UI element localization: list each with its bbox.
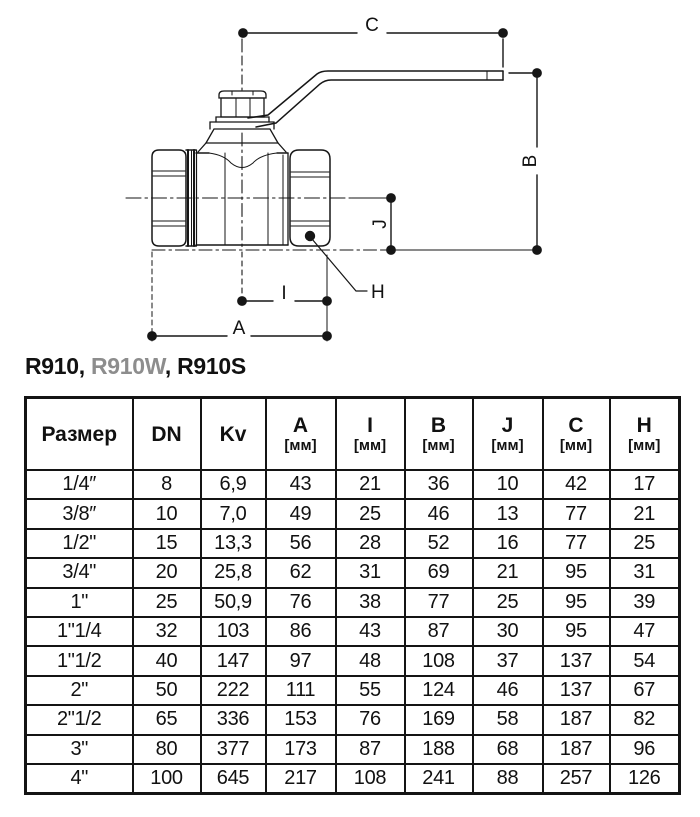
table-cell: 30 <box>473 617 543 646</box>
table-cell: 58 <box>473 705 543 734</box>
table-row <box>26 588 680 617</box>
table-row <box>26 676 680 705</box>
table-cell: 31 <box>336 558 405 587</box>
table-cell: 47 <box>610 617 680 646</box>
table-row <box>26 470 680 499</box>
table-cell: 50 <box>133 676 201 705</box>
table-header-row <box>26 398 680 471</box>
table-cell: 67 <box>610 676 680 705</box>
table-cell: 1/2" <box>26 529 133 558</box>
dimensions-table <box>24 396 681 795</box>
table-cell: 147 <box>201 646 266 675</box>
col-header-A: A [мм] <box>266 398 336 471</box>
dimension-b <box>509 69 541 254</box>
table-cell: 3/8″ <box>26 499 133 528</box>
callout-h <box>306 232 385 304</box>
table-cell: 111 <box>266 676 336 705</box>
col-header-C: C [мм] <box>543 398 610 471</box>
collar-ribs <box>186 150 197 246</box>
table-cell: 17 <box>610 470 680 499</box>
table-cell: 38 <box>336 588 405 617</box>
table-cell: 15 <box>133 529 201 558</box>
dimension-c <box>239 15 507 67</box>
table-cell: 336 <box>201 705 266 734</box>
table-cell: 8 <box>133 470 201 499</box>
table-cell: 124 <box>405 676 473 705</box>
table-cell: 69 <box>405 558 473 587</box>
table-cell: 97 <box>266 646 336 675</box>
model-title-part1: R910, <box>25 353 91 379</box>
table-cell: 48 <box>336 646 405 675</box>
dimension-i <box>238 283 331 305</box>
table-cell: 87 <box>336 735 405 764</box>
table-cell: 77 <box>543 499 610 528</box>
table-cell: 21 <box>610 499 680 528</box>
table-cell: 2"1/2 <box>26 705 133 734</box>
dimension-a <box>148 252 331 341</box>
stem-cap <box>219 91 266 98</box>
table-cell: 187 <box>543 735 610 764</box>
table-cell: 137 <box>543 646 610 675</box>
col-header-DN: DN <box>133 398 201 471</box>
table-cell: 77 <box>543 529 610 558</box>
table-cell: 645 <box>201 764 266 794</box>
table-cell: 103 <box>201 617 266 646</box>
table-cell: 28 <box>336 529 405 558</box>
table-cell: 169 <box>405 705 473 734</box>
table-cell: 2" <box>26 676 133 705</box>
dim-label-a: A <box>232 318 246 339</box>
model-title <box>25 353 246 380</box>
col-header-J: J [мм] <box>473 398 543 471</box>
table-row <box>26 617 680 646</box>
dim-label-b: B <box>520 154 541 168</box>
col-header-I: I [мм] <box>336 398 405 471</box>
stem-nut <box>221 98 264 117</box>
table-body <box>26 470 680 794</box>
table-cell: 222 <box>201 676 266 705</box>
table-cell: 56 <box>266 529 336 558</box>
table-cell: 82 <box>610 705 680 734</box>
col-header-H: H [мм] <box>610 398 680 471</box>
table-cell: 54 <box>610 646 680 675</box>
table-cell: 65 <box>133 705 201 734</box>
table-row <box>26 529 680 558</box>
table-cell: 217 <box>266 764 336 794</box>
dim-label-h: H <box>371 282 385 303</box>
table-cell: 36 <box>405 470 473 499</box>
table-cell: 16 <box>473 529 543 558</box>
table-cell: 6,9 <box>201 470 266 499</box>
table-cell: 13 <box>473 499 543 528</box>
table-cell: 257 <box>543 764 610 794</box>
dim-label-i: I <box>281 283 287 304</box>
table-cell: 95 <box>543 588 610 617</box>
table-cell: 173 <box>266 735 336 764</box>
table-cell: 1" <box>26 588 133 617</box>
table-cell: 77 <box>405 588 473 617</box>
table-cell: 25 <box>133 588 201 617</box>
table-cell: 50,9 <box>201 588 266 617</box>
table-cell: 4" <box>26 764 133 794</box>
table-cell: 96 <box>610 735 680 764</box>
table-cell: 377 <box>201 735 266 764</box>
dimension-j <box>370 194 395 254</box>
table-cell: 10 <box>133 499 201 528</box>
table-cell: 126 <box>610 764 680 794</box>
table-cell: 241 <box>405 764 473 794</box>
table-cell: 137 <box>543 676 610 705</box>
table-cell: 100 <box>133 764 201 794</box>
table-row <box>26 764 680 794</box>
table-cell: 20 <box>133 558 201 587</box>
table-cell: 68 <box>473 735 543 764</box>
table-cell: 46 <box>473 676 543 705</box>
table-cell: 108 <box>336 764 405 794</box>
table-cell: 25,8 <box>201 558 266 587</box>
table-cell: 3/4" <box>26 558 133 587</box>
valve-stem <box>198 91 286 152</box>
table-cell: 40 <box>133 646 201 675</box>
table-row <box>26 646 680 675</box>
table-row <box>26 735 680 764</box>
table-cell: 13,3 <box>201 529 266 558</box>
table-cell: 80 <box>133 735 201 764</box>
table-cell: 55 <box>336 676 405 705</box>
col-header-B: B [мм] <box>405 398 473 471</box>
table-cell: 42 <box>543 470 610 499</box>
valve-body <box>152 71 503 246</box>
dim-label-c: C <box>365 15 379 36</box>
table-cell: 108 <box>405 646 473 675</box>
table-cell: 49 <box>266 499 336 528</box>
table-cell: 3" <box>26 735 133 764</box>
table-cell: 62 <box>266 558 336 587</box>
table-cell: 10 <box>473 470 543 499</box>
table-cell: 32 <box>133 617 201 646</box>
table-cell: 1/4″ <box>26 470 133 499</box>
table-cell: 46 <box>405 499 473 528</box>
table-cell: 87 <box>405 617 473 646</box>
table-cell: 76 <box>266 588 336 617</box>
table-cell: 153 <box>266 705 336 734</box>
table-cell: 21 <box>473 558 543 587</box>
table-cell: 43 <box>266 470 336 499</box>
table-cell: 25 <box>610 529 680 558</box>
table-cell: 76 <box>336 705 405 734</box>
table-cell: 31 <box>610 558 680 587</box>
dim-label-j: J <box>370 219 391 229</box>
table-row <box>26 499 680 528</box>
table-cell: 95 <box>543 558 610 587</box>
model-title-part2: R910W <box>90 353 165 379</box>
table-cell: 188 <box>405 735 473 764</box>
table-cell: 187 <box>543 705 610 734</box>
table-cell: 95 <box>543 617 610 646</box>
table-cell: 1"1/4 <box>26 617 133 646</box>
lever-handle <box>248 71 503 127</box>
table-cell: 43 <box>336 617 405 646</box>
table-cell: 25 <box>336 499 405 528</box>
model-title-part3: , R910S <box>164 353 246 379</box>
col-header-Kv: Kv <box>201 398 266 471</box>
col-header-Размер: Размер <box>26 398 133 471</box>
valve-technical-drawing <box>0 0 700 352</box>
table-row <box>26 558 680 587</box>
table-cell: 52 <box>405 529 473 558</box>
table-cell: 39 <box>610 588 680 617</box>
table-cell: 37 <box>473 646 543 675</box>
table-cell: 86 <box>266 617 336 646</box>
table-cell: 25 <box>473 588 543 617</box>
table-cell: 1"1/2 <box>26 646 133 675</box>
table-cell: 21 <box>336 470 405 499</box>
table-cell: 88 <box>473 764 543 794</box>
table-cell: 7,0 <box>201 499 266 528</box>
table-row <box>26 705 680 734</box>
